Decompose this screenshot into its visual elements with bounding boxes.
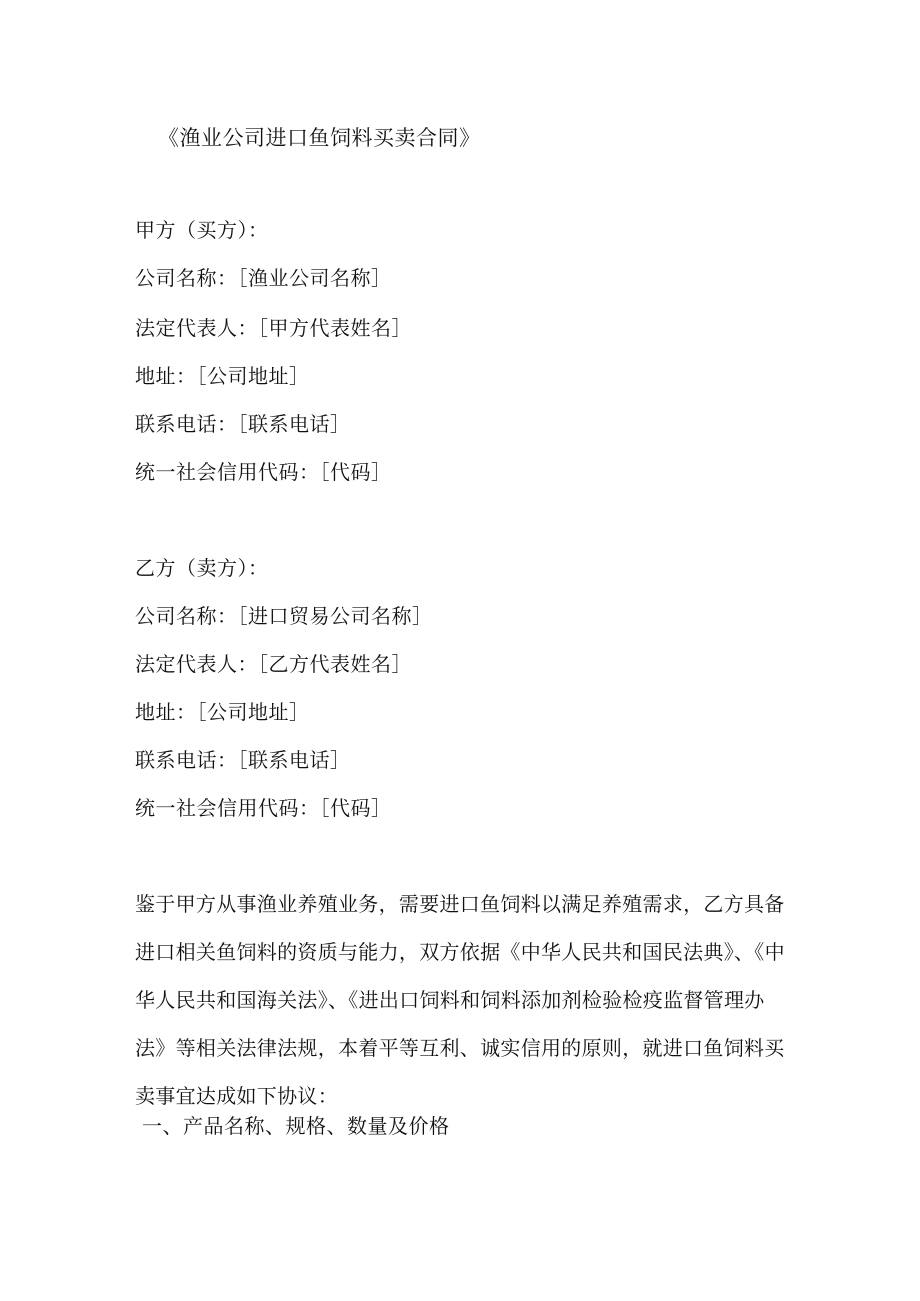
section-heading-1: 一、产品名称、规格、数量及价格 — [142, 1114, 450, 1138]
party-b-phone: 联系电话：［联系电话］ — [135, 748, 351, 772]
document-title: 《渔业公司进口鱼饲料买卖合同》 — [158, 126, 481, 150]
party-a-phone: 联系电话：［联系电话］ — [135, 412, 351, 436]
preamble-line: 卖事宜达成如下协议： — [135, 1084, 338, 1108]
preamble-line: 华人民共和国海关法》、《进出口饲料和饲料添加剂检验检疫监督管理办 — [135, 988, 765, 1012]
preamble-line: 法》等相关法律法规，本着平等互利、诚实信用的原则，就进口鱼饲料买 — [135, 1036, 785, 1060]
party-a-company-name: 公司名称：［渔业公司名称］ — [135, 266, 392, 290]
party-b-heading: 乙方（卖方）： — [135, 556, 269, 580]
party-b-legal-rep: 法定代表人：［乙方代表姓名］ — [135, 652, 412, 676]
party-a-address: 地址：［公司地址］ — [135, 364, 310, 388]
party-b-address: 地址：［公司地址］ — [135, 700, 310, 724]
party-b-company-name: 公司名称：［进口贸易公司名称］ — [135, 604, 433, 628]
preamble-paragraph — [135, 880, 795, 1120]
party-a-credit-code: 统一社会信用代码：［代码］ — [135, 460, 392, 484]
party-a-legal-rep: 法定代表人：［甲方代表姓名］ — [135, 316, 412, 340]
preamble-line: 进口相关鱼饲料的资质与能力，双方依据《中华人民共和国民法典》、《中 — [135, 940, 785, 964]
party-b-credit-code: 统一社会信用代码：［代码］ — [135, 796, 392, 820]
preamble-line: 鉴于甲方从事渔业养殖业务，需要进口鱼饲料以满足养殖需求，乙方具备 — [135, 892, 785, 916]
party-a-heading: 甲方（买方）： — [135, 218, 269, 242]
